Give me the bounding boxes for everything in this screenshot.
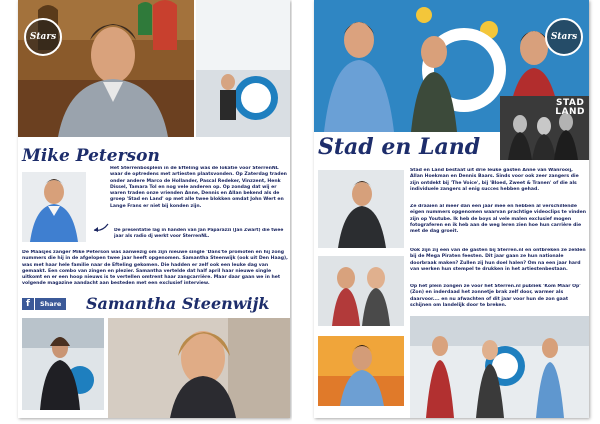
body-paragraph-2: Ze draaien al meer dan een jaar mee en hebben al verschillende eigen nummers opgenomen waarvan prachtige videoclips te vinden zijn op Youtube. Ik heb de boys al vele malen exclusief mogen fotograferen en ik heb aan de weg leren zien hoe hun carrière die met de dag groeit. (410, 204, 586, 235)
left-page (18, 0, 290, 418)
stars-badge: Stars (545, 18, 583, 56)
samantha-portrait-photo (108, 318, 290, 418)
facebook-share-button[interactable] (22, 298, 66, 310)
title-samantha-steenwijk: Samantha Steenwijk (86, 294, 270, 313)
singer-photo-3 (318, 336, 404, 406)
stars-badge: Stars (24, 18, 62, 56)
body-paragraph-3: Ook zijn zij een van de gasten bij Sterren.nl en ontbreken ze zelden bij de Mega Piraten feesten. Dit jaar gaan ze hun nationale doorbraak maken? Zullen zij hun doel halen? Om na een jaar hard van werken hun stempel te drukken in het artiestenbestaan. (410, 248, 586, 272)
presenter-caption: De presentatie lag in handen van Jan Paparazzi (Jan Zwart) die twee jaar als radio dj werkt voor SterrenNL. (114, 228, 284, 239)
logo-line-1: STAD (555, 98, 585, 108)
body-intro: Het Sterrenbosplein in de Efteling was de lokatie voor SterrenNL waar de optredens met artiesten plaatsvonden. Op Zaterdag traden onder andere Marco de Hollander, Pascal Redeker, Vinzzent, Henk Dissel, Tamara Tol en nog vele anderen op. Op zondag dat wij er waren traden onze vrienden Anne, Dennis en Allan bekend als de groep 'Stad en Land' op met alle twee blokken omdat John Wert en Lange Frans er niet bij konden zijn. (110, 166, 287, 209)
samantha-stage-photo (22, 318, 104, 410)
right-page (314, 0, 589, 418)
title-stad-en-land: Stad en Land (318, 134, 481, 160)
body-paragraph-4: Op het plein zongen ze voor het Sterren.nl publiek 'Kom Maar Op' (Zon) en inderdaad het zonnetje brak zelf door, warmer als daarvoor.... en nu afwachten of dit jaar voor hun de zon gaat schijnen om landelijk door te breken. (410, 284, 581, 308)
arrow-icon (92, 222, 110, 234)
body-paragraph-1: Stad en Land bestaat uit drie leuke gasten Anne van Wanrooij, Allan Hoekman en Dennis Baars. Sinds voor ook zeer zangers die zijn ontdekt bij 'The Voice', bij 'Bloed, Zweet & Tranen' of die als individuele zangers al enig succes hebben gehad. (410, 168, 579, 192)
mike-peterson-photo (18, 0, 194, 137)
page-gutter (292, 0, 312, 424)
body-mike: De Maasjes zanger Mike Peterson was aanwezig om zijn nieuwe single 'Dans'te promoten en hij zong nummers die hij in de afgelopen twee jaar heeft opgenomen. Samantha Steenwijk (ook uit Den Haag), was met haar hele familie naar de Efteling gekomen. Die hadden er zelf ook een leuke dag van gemaakt. Een combo van zingen en plezier. Samantha vertelde dat half april haar nieuwe single uitkomt en er een hoop nieuws is te vertellen omtrent haar zangcarrière. Maar daar gaan we in het volgende magazine aandacht aan besteden met een exclusief interview. (22, 250, 288, 287)
stage-photo (196, 0, 290, 137)
logo-line-2: LAND (555, 107, 585, 117)
title-mike-peterson: Mike Peterson (22, 146, 160, 166)
share-label: Share (35, 298, 66, 310)
stage-performance-photo (410, 316, 589, 418)
singer-photo-1 (318, 170, 404, 248)
stad-en-land-logo (555, 99, 585, 117)
singers-photo-2 (318, 256, 404, 326)
stad-en-land-bw-photo (500, 96, 589, 160)
facebook-icon: f (22, 298, 34, 310)
mike-stage-photo (22, 172, 86, 242)
